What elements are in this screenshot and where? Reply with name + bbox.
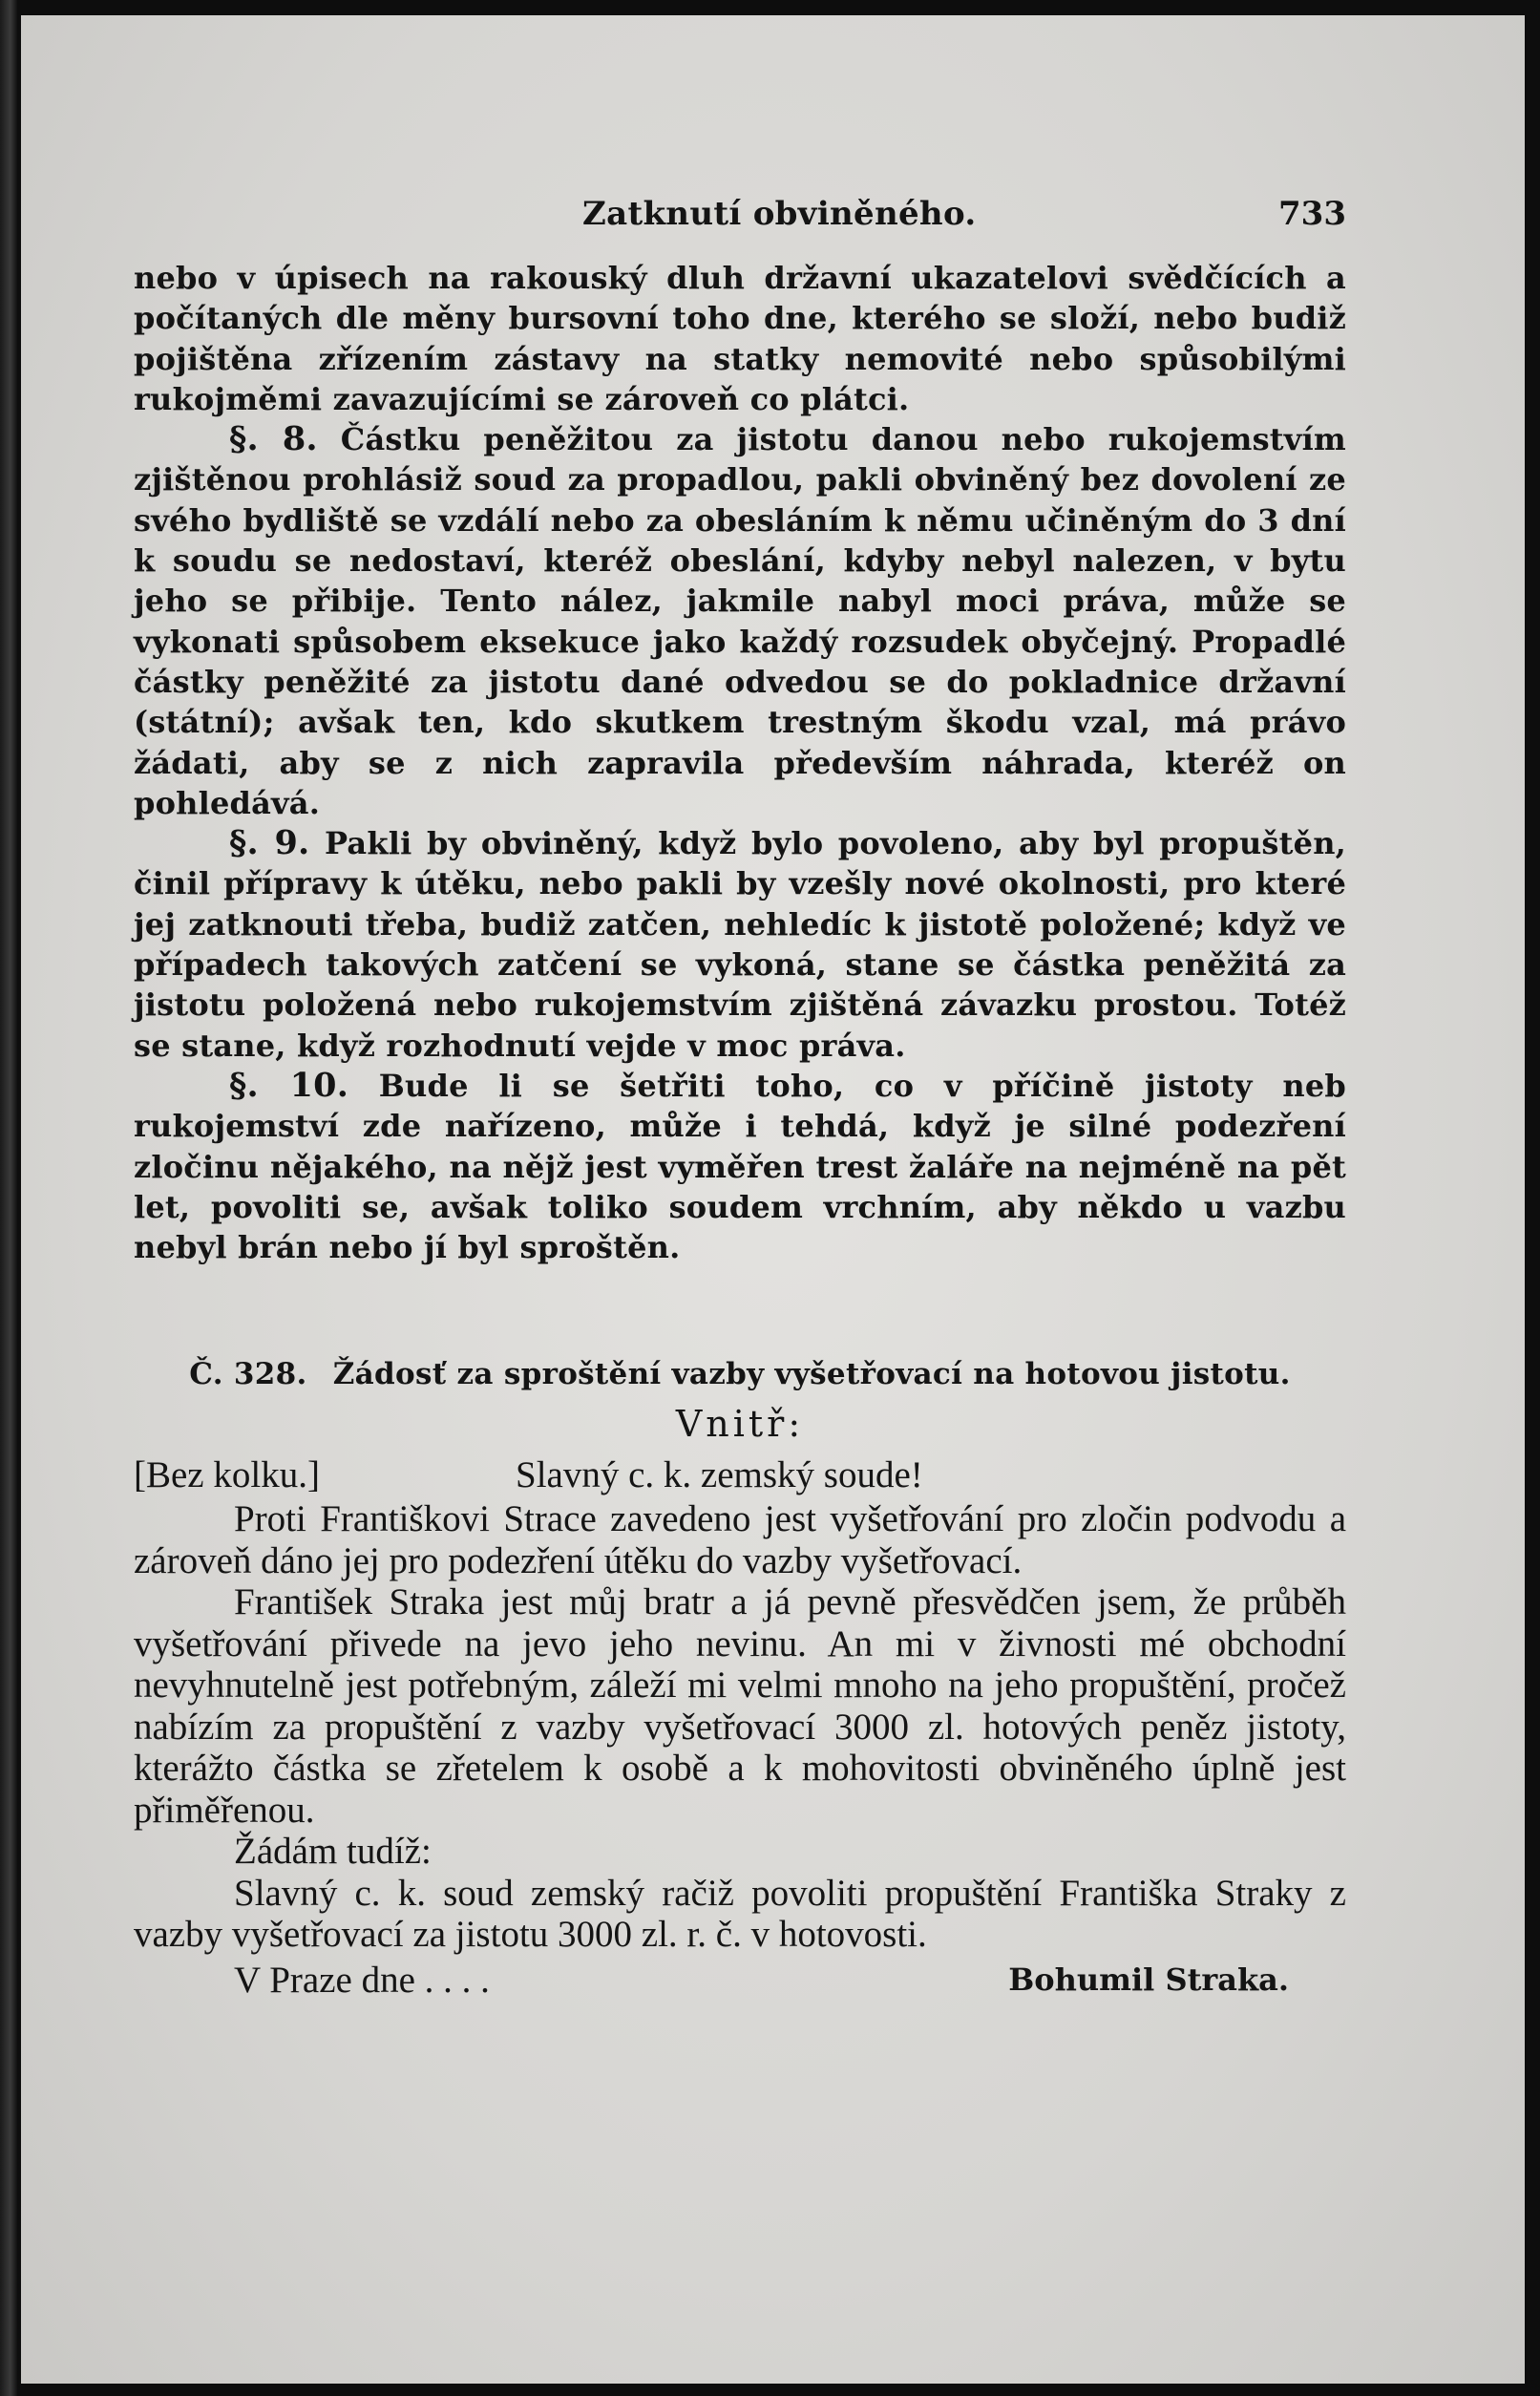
running-head [134, 195, 1346, 252]
document-heading [134, 1357, 1346, 1391]
form-paragraph-1: Proti Františkovi Strace zavedeno jest vyšetřování pro zločin podvodu a zároveň dáno jej pro podezření útěku do vazby vyšetřovací. [134, 1498, 1346, 1581]
page-content [134, 195, 1346, 2004]
statute-section-9 [134, 823, 1346, 1066]
form-body [134, 1454, 1346, 2004]
salutation: Slavný c. k. zemský soude! [516, 1454, 923, 1496]
form-paragraph-3: Žádám tudíž: [234, 1831, 432, 1873]
document-number: Č. 328. [189, 1357, 307, 1392]
form-paragraph-4: Slavný c. k. soud zemský račiž povoliti propuštění Františka Straky z vazby vyšetřovací za jistotu 3000 zl. r. č. v hotovosti. [134, 1872, 1346, 1956]
signature-row [134, 1960, 1346, 2004]
place-date: V Praze dne . . . . [234, 1959, 490, 2001]
section-text: Bude li se šetřiti toho, co v příčině jistoty neb rukojemství zde nařízeno, může i tehdá, když je silné podezření zločinu nějakého, na nějž jest vyměřen trest žaláře na nejméně na pět let, povoliti se, avšak toliko soudem vrchním, aby někdo u vazbu nebyl brán nebo jí byl sproštěn. [134, 1067, 1346, 1266]
book-page [21, 15, 1525, 2384]
form-headline-row [134, 1454, 1346, 1498]
statute-text [134, 258, 1346, 1267]
stamp-note: [Bez kolku.] [134, 1454, 320, 1496]
statute-paragraph-intro: nebo v úpisech na rakouský dluh državní ukazatelovi svědčících a počítaných dle měny bursovní toho dne, kterého se složí, nebo budiž pojištěna zřízením zástavy na statky nemovité nebo spůsobilými rukojměmi zavazujícími se zároveň co plátci. [134, 260, 1346, 417]
statute-section-10 [134, 1066, 1346, 1267]
section-text: Pakli by obviněný, když bylo povoleno, aby byl propuštěn, činil přípravy k útěku, nebo pakli by vzešly nové okolnosti, pro které jej zatknouti třeba, budiž zatčen, nehledíc k jistotě položené; když ve případech takových zatčení se vykoná, stane se částka peněžitá za jistotu položená nebo rukojemstvím zjištěná závazku prostou. Totéž se stane, když rozhodnutí vejde v moc práva. [134, 825, 1346, 1064]
section-label: §. 9. [229, 823, 310, 863]
document-subheading: Vnitř: [675, 1403, 805, 1446]
page-number: 733 [1278, 195, 1346, 233]
document-title: Žádosť za sproštění vazby vyšetřovací na hotovou jistotu. [332, 1357, 1291, 1392]
statute-section-8 [134, 419, 1346, 823]
form-paragraph-2: František Straka jest můj bratr a já pevně přesvědčen jsem, že průběh vyšetřování přivede na jevo jeho nevinu. An mi v živnosti mé obchodní nevyhnutelně jest potřebným, záleží mi velmi mnoho na jeho propuštění, pročež nabízím za propuštění z vazby vyšetřovací 3000 zl. hotových peněz jistoty, kterážto částka se zřetelem k osobě a k mohovitosti obviněného úplně jest přiměřenou. [134, 1581, 1346, 1831]
book-binding-edge [0, 0, 17, 2396]
signature: Bohumil Straka. [1008, 1961, 1289, 1998]
section-label: §. 10. [229, 1065, 349, 1105]
section-text: Částku peněžitou za jistotu danou nebo rukojemstvím zjištěnou prohlásiž soud za propadlou, pakli obviněný bez dovolení ze svého bydliště se vzdálí nebo za obesláním k němu učiněným do 3 dní k soudu se nedostaví, kteréž obeslání, kdyby nebyl nalezen, v bytu jeho se přibije. Tento nález, jakmile nabyl moci práva, může se vykonati spůsobem eksekuce jako každý rozsudek obyčejný. Propadlé částky peněžité za jistotu dané odvedou se do pokladnice državní (státní); avšak ten, kdo skutkem trestným škodu vzal, má právo žádati, aby se z nich zapravila především náhrada, kteréž on pohledává. [134, 421, 1346, 821]
running-title: Zatknutí obviněného. [582, 195, 977, 233]
section-label: §. 8. [229, 419, 318, 459]
